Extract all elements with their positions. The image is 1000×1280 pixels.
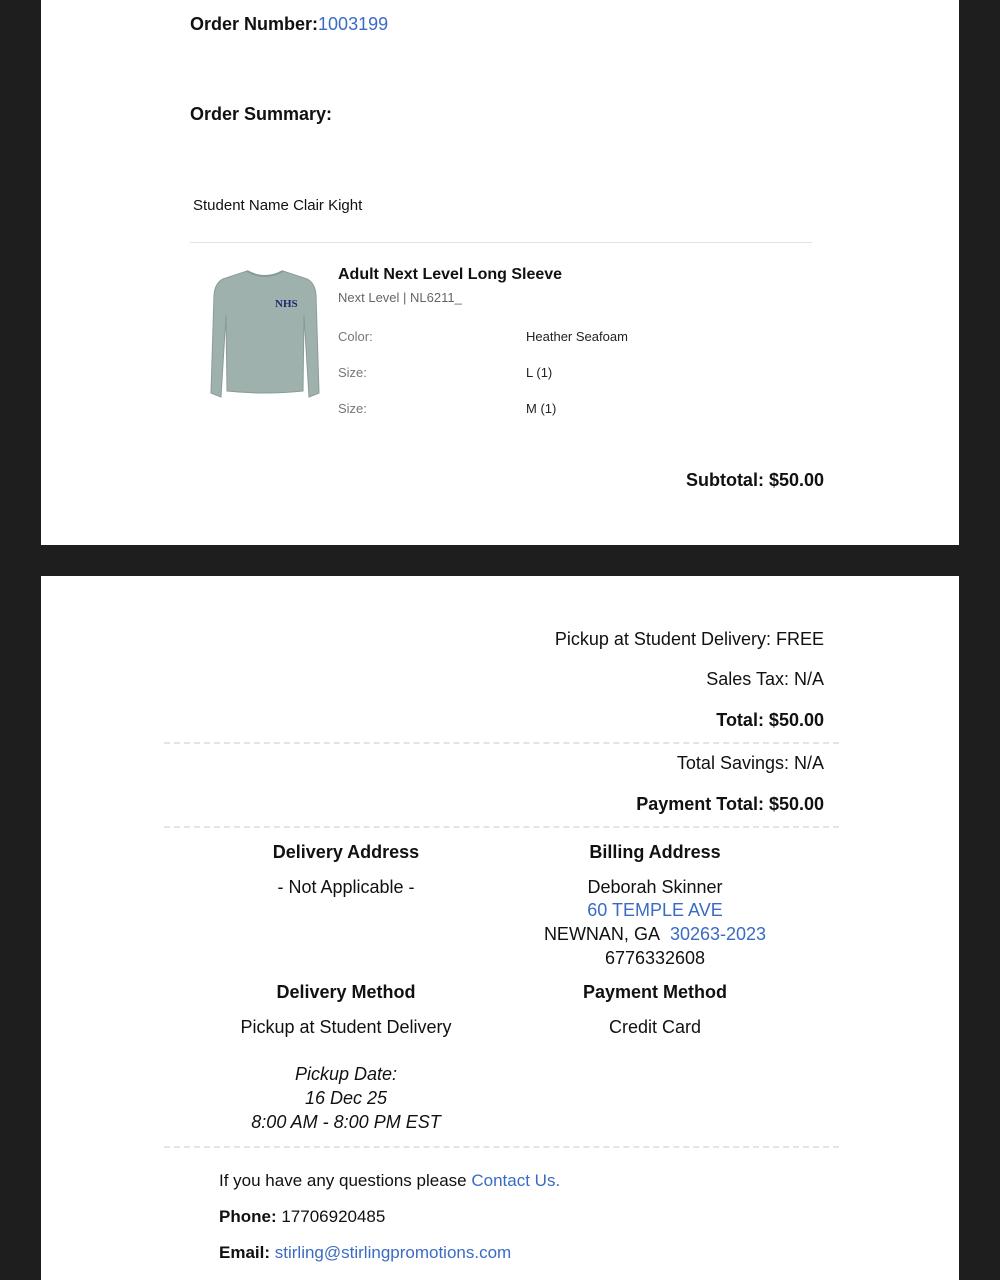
payment-method-heading: Payment Method — [582, 982, 728, 1002]
subtotal: Subtotal: $50.00 — [685, 470, 824, 490]
attr-size-value: M (1) — [526, 401, 557, 416]
billing-city-line — [544, 924, 766, 945]
payment-method-value: Credit Card — [608, 1017, 702, 1037]
questions-line — [219, 1171, 560, 1191]
billing-zip-link[interactable]: 30263-2023 — [669, 924, 767, 944]
delivery-address-value: - Not Applicable - — [277, 877, 415, 897]
sales-tax: Sales Tax: N/A — [706, 669, 824, 689]
payment-total: Payment Total: $50.00 — [636, 794, 824, 814]
student-name-value: Clair Kight — [293, 197, 363, 214]
divider — [190, 242, 812, 243]
phone-label: Phone: — [219, 1207, 277, 1226]
order-number-link[interactable]: 1003199 — [318, 14, 389, 34]
order-total: Total: $50.00 — [716, 710, 824, 730]
total-savings: Total Savings: N/A — [676, 753, 824, 773]
pickup-time: 8:00 AM - 8:00 PM EST — [251, 1112, 441, 1132]
billing-phone: 6776332608 — [604, 948, 706, 968]
delivery-address-heading: Delivery Address — [272, 842, 420, 862]
delivery-method-value: Pickup at Student Delivery — [240, 1017, 452, 1037]
dashed-divider — [164, 742, 839, 744]
billing-name: Deborah Skinner — [587, 877, 723, 897]
product-name[interactable]: Adult Next Level Long Sleeve — [338, 266, 563, 283]
phone-value: 17706920485 — [281, 1207, 386, 1226]
shirt-body — [211, 271, 319, 397]
dashed-divider — [164, 826, 839, 828]
order-number — [190, 14, 388, 35]
student-name-line — [193, 197, 362, 214]
order-number-label: Order Number: — [190, 14, 319, 34]
attr-size-value: L (1) — [526, 365, 553, 380]
delivery-method-heading: Delivery Method — [276, 982, 416, 1002]
attr-color-value: Heather Seafoam — [526, 329, 628, 344]
pickup-date-label: Pickup Date: — [294, 1064, 398, 1084]
pickup-fee: Pickup at Student Delivery: FREE — [554, 629, 824, 649]
student-name-label: Student Name — [193, 197, 289, 214]
long-sleeve-shirt-icon — [207, 265, 323, 405]
billing-street-link[interactable]: 60 TEMPLE AVE — [587, 900, 723, 920]
questions-text: If you have any questions please — [219, 1171, 467, 1190]
dashed-divider — [164, 1146, 839, 1148]
attr-size-label: Size: — [338, 401, 367, 416]
attr-size-label: Size: — [338, 365, 367, 380]
order-details-panel — [41, 576, 959, 1280]
email-label: Email: — [219, 1243, 271, 1262]
contact-us-link[interactable]: Contact Us. — [471, 1171, 561, 1190]
attr-color-label: Color: — [338, 329, 373, 344]
order-summary-heading: Order Summary: — [190, 104, 333, 124]
billing-city-state: NEWNAN, GA — [543, 924, 660, 944]
email-link[interactable]: stirling@stirlingpromotions.com — [274, 1243, 512, 1262]
billing-address-heading: Billing Address — [589, 842, 721, 862]
product-brand-sku: Next Level | NL6211_ — [338, 290, 462, 305]
phone-line — [219, 1207, 385, 1227]
order-summary-panel — [41, 0, 959, 545]
shirt-logo-text: NHS — [275, 298, 298, 310]
product-image — [207, 265, 323, 405]
email-line — [219, 1243, 511, 1263]
pickup-date: 16 Dec 25 — [304, 1088, 388, 1108]
